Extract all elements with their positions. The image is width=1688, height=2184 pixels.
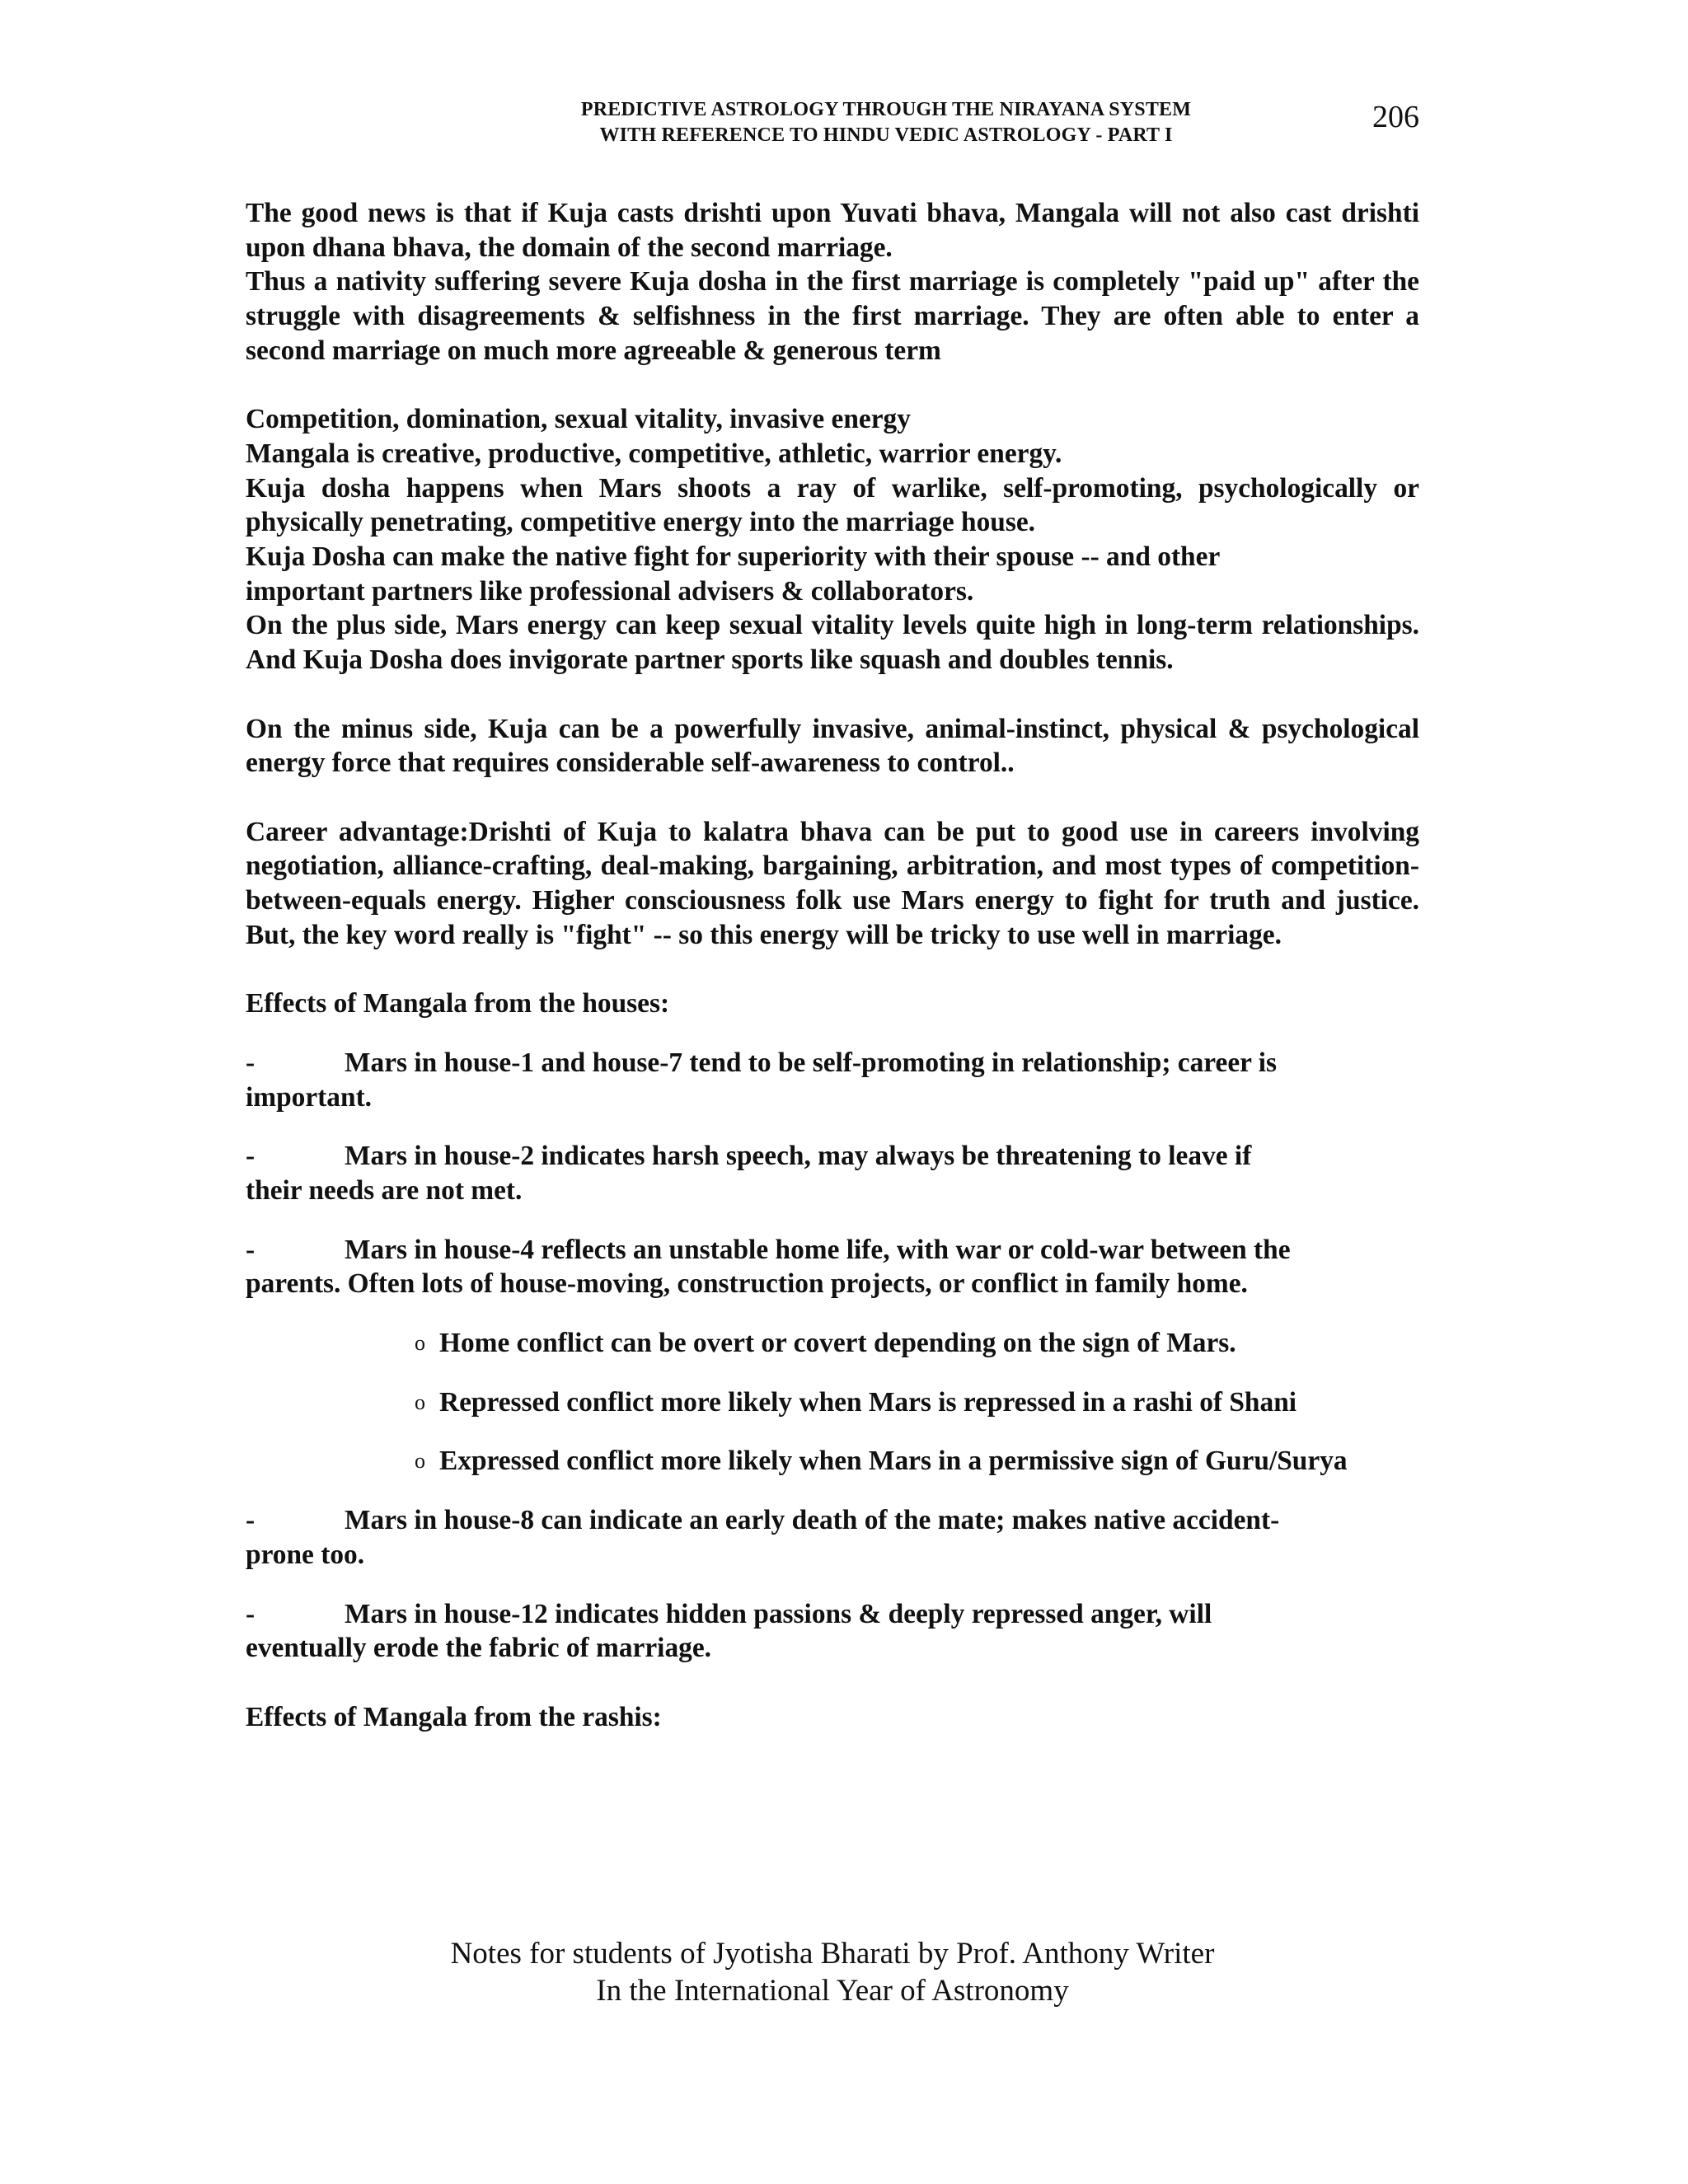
- dash-bullet: -: [246, 1505, 256, 1536]
- circle-bullet-icon: o: [415, 1390, 425, 1414]
- paragraph-superiority-line-1: Kuja Dosha can make the native fight for superiority with their spouse -- and other: [246, 541, 1221, 573]
- bullet-continuation: important.: [246, 1081, 373, 1113]
- sub-list-item: [415, 1385, 1419, 1420]
- sub-item-text: Home conflict can be overt or covert depending on the sign of Mars.: [439, 1328, 1236, 1359]
- footer-line-2: In the International Year of Astronomy: [596, 1974, 1069, 2008]
- list-item: [246, 1503, 1419, 1572]
- paragraph-paid-up: Thus a nativity suffering severe Kuja dosha in the first marriage is completely "paid up" after the struggle with disagreements & selfishness in the first marriage. They are often able to enter a second marriage on much more agreeable & generous term: [246, 266, 1419, 366]
- sub-list-item: [415, 1326, 1419, 1361]
- header-title-line-2: WITH REFERENCE TO HINDU VEDIC ASTROLOGY - PART I: [599, 124, 1173, 146]
- rashis-heading: Effects of Mangala from the rashis:: [246, 1701, 662, 1732]
- paragraph-superiority-line-2: important partners like professional advisers & collaborators.: [246, 575, 974, 607]
- houses-heading: Effects of Mangala from the houses:: [246, 988, 670, 1019]
- paragraph-mangala-energy: Mangala is creative, productive, competitive, athletic, warrior energy.: [246, 438, 1062, 469]
- header-title-line-1: PREDICTIVE ASTROLOGY THROUGH THE NIRAYANA SYSTEM: [580, 99, 1192, 120]
- page-number: 206: [1372, 100, 1419, 134]
- dash-bullet: -: [246, 1598, 256, 1629]
- bullet-continuation: prone too.: [246, 1539, 365, 1570]
- dash-bullet: -: [246, 1141, 256, 1172]
- bullet-text: Mars in house-12 indicates hidden passions & deeply repressed anger, will: [345, 1598, 1212, 1629]
- list-item: [246, 1139, 1419, 1207]
- list-item: [246, 1597, 1419, 1666]
- dash-bullet: -: [246, 1234, 256, 1265]
- bullet-text: Mars in house-4 reflects an unstable home life, with war or cold-war between the: [345, 1234, 1291, 1265]
- footer-line-1: Notes for students of Jyotisha Bharati by Prof. Anthony Writer: [450, 1937, 1215, 1971]
- sub-item-text: Expressed conflict more likely when Mars in a permissive sign of Guru/Surya: [439, 1446, 1348, 1477]
- bullet-text: Mars in house-8 can indicate an early death of the mate; makes native accident-: [345, 1505, 1280, 1536]
- sub-list-item: [415, 1444, 1419, 1479]
- sub-list: [415, 1326, 1419, 1479]
- list-item: [246, 1233, 1419, 1301]
- dash-bullet: -: [246, 1047, 256, 1078]
- circle-bullet-icon: o: [415, 1331, 425, 1356]
- bullet-text: Mars in house-1 and house-7 tend to be self-promoting in relationship; career is: [345, 1047, 1277, 1078]
- paragraph-minus-side: On the minus side, Kuja can be a powerfully invasive, animal-instinct, physical & psychological energy force that requires considerable self-awareness to control..: [246, 713, 1419, 779]
- bullet-continuation: eventually erode the fabric of marriage.: [246, 1633, 712, 1664]
- paragraph-career-advantage: Career advantage:Drishti of Kuja to kalatra bhava can be put to good use in careers involving negotiation, alliance-crafting, deal-making, bargaining, arbitration, and most types of competition-between-equals energy. Higher consciousness folk use Mars energy to fight for truth and justice. But, the key word really is "fight" -- so this energy will be tricky to use well in marriage.: [246, 816, 1419, 950]
- circle-bullet-icon: o: [415, 1449, 425, 1474]
- running-header: [330, 97, 1442, 148]
- topic-line: Competition, domination, sexual vitality, invasive energy: [246, 404, 911, 435]
- bullet-text: Mars in house-2 indicates harsh speech, may always be threatening to leave if: [345, 1141, 1252, 1172]
- sub-item-text: Repressed conflict more likely when Mars is repressed in a rashi of Shani: [439, 1386, 1297, 1418]
- paragraph-good-news: The good news is that if Kuja casts drishti upon Yuvati bhava, Mangala will not also cast drishti upon dhana bhava, the domain of the second marriage.: [246, 198, 1419, 263]
- paragraph-kuja-dosha: Kuja dosha happens when Mars shoots a ray of warlike, self-promoting, psychologically or physically penetrating, competitive energy into the marriage house.: [246, 472, 1419, 538]
- bullet-continuation: parents. Often lots of house-moving, construction projects, or conflict in family home.: [246, 1268, 1248, 1300]
- paragraph-plus-side: On the plus side, Mars energy can keep sexual vitality levels quite high in long-term relationships. And Kuja Dosha does invigorate partner sports like squash and doubles tennis.: [246, 610, 1419, 676]
- page-body: [246, 196, 1419, 1734]
- page-footer: [247, 1935, 1418, 2009]
- bullet-continuation: their needs are not met.: [246, 1174, 523, 1206]
- list-item: [246, 1046, 1419, 1114]
